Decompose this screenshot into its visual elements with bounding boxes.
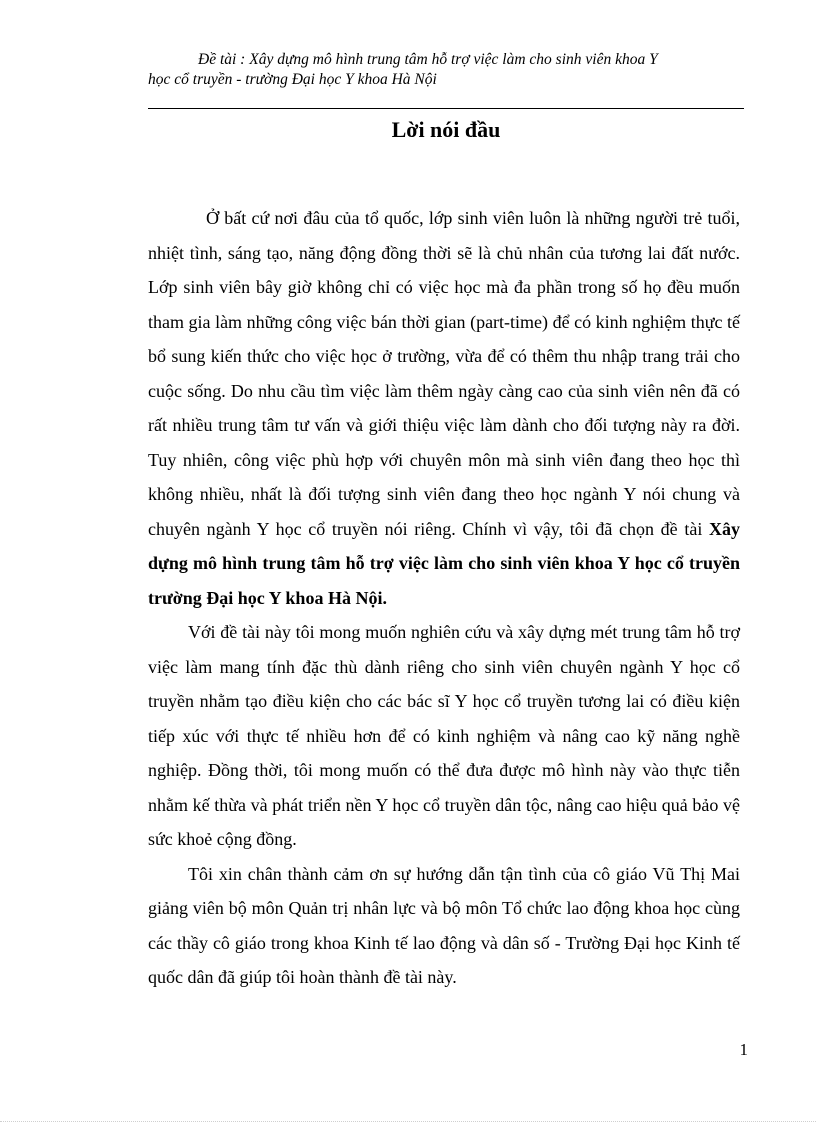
paragraph-2: Với đề tài này tôi mong muốn nghiên cứu và xây dựng mét trung tâm hỗ trợ việc làm mang tính đặc thù dành riêng cho sinh viên chuyên ngành Y học cổ truyền nhằm tạo điều kiện cho các bác sĩ Y học cổ truyền tương lai có điều kiện tiếp xúc với thực tế nhiều hơn để có kinh nghiệm và nâng cao kỹ năng nghề nghiệp. Đồng thời, tôi mong muốn có thể đưa được mô hình này vào thực tiễn nhằm kế thừa và phát triển nền Y học cổ truyền dân tộc, nâng cao hiệu quả bảo vệ sức khoẻ cộng đồng. <box>148 622 740 849</box>
header-line-2: học cổ truyền - trường Đại học Y khoa Hà Nội <box>148 71 437 88</box>
paragraph-3: Tôi xin chân thành cảm ơn sự hướng dẫn tận tình của cô giáo Vũ Thị Mai giảng viên bộ môn Quản trị nhân lực và bộ môn Tổ chức lao động khoa học cùng các thầy cô giáo trong khoa Kinh tế lao động và dân số - Trường Đại học Kinh tế quốc dân đã giúp tôi hoàn thành đề tài này. <box>148 863 740 987</box>
paragraph-1-bold-topic: Xây dựng mô hình trung tâm hỗ trợ việc làm cho sinh viên khoa Y học cổ truyền trường Đại học Y khoa Hà Nội. <box>148 518 740 608</box>
header-divider <box>148 108 744 109</box>
page-title: Lời nói đầu <box>391 117 501 142</box>
body-text <box>148 201 740 995</box>
page-number: 1 <box>739 1040 748 1059</box>
paragraph-1-text: Ở bất cứ nơi đâu của tổ quốc, lớp sinh viên luôn là những người trẻ tuổi, nhiệt tình, sáng tạo, năng động đồng thời sẽ là chủ nhân của tương lai đất nước. Lớp sinh viên bây giờ không chỉ có việc học mà đa phần trong số họ đều muốn tham gia làm những công việc bán thời gian (part-time) để có kinh nghiệm thực tế bổ sung kiến thức cho việc học ở trường, vừa để có thêm thu nhập trang trải cho cuộc sống. Do nhu cầu tìm việc làm thêm ngày càng cao của sinh viên nên đã có rất nhiều trung tâm tư vấn và giới thiệu việc làm dành cho đối tượng này ra đời. Tuy nhiên, công việc phù hợp với chuyên môn mà sinh viên đang theo học thì không nhiều, nhất là đối tượng sinh viên đang theo học ngành Y nói chung và chuyên ngành Y học cổ truyền nói riêng. Chính vì vậy, tôi đã chọn đề tài <box>148 208 740 539</box>
paragraph-1 <box>148 201 740 615</box>
running-header <box>148 50 744 90</box>
page-bottom-edge <box>0 1121 816 1122</box>
header-line-1: Đề tài : Xây dựng mô hình trung tâm hỗ trợ việc làm cho sinh viên khoa Y <box>198 51 658 68</box>
